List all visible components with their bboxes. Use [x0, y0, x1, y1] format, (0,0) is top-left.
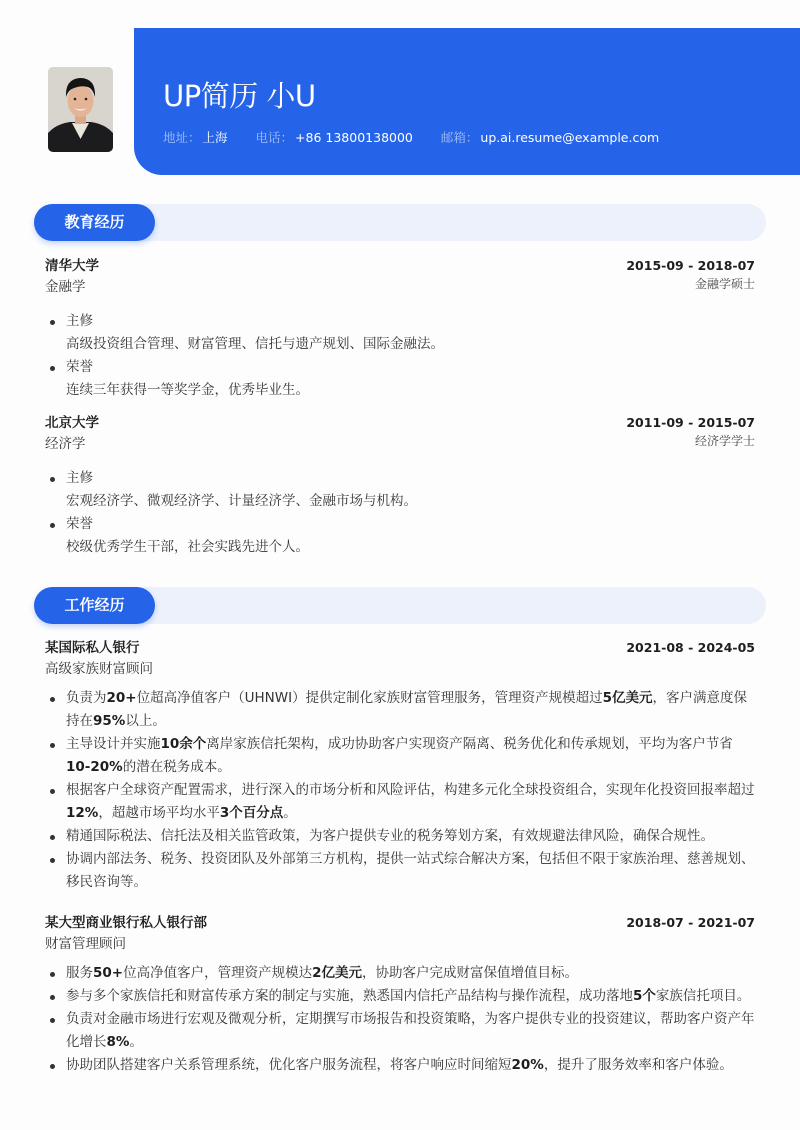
bullet-text: 家族信托项目。: [655, 988, 751, 1004]
degree: 经济学学士: [694, 434, 755, 448]
contact-email: [441, 129, 659, 147]
list-item: [45, 1008, 755, 1054]
highlight-text: 2亿美元: [312, 965, 363, 981]
highlight-text: 10-20%: [66, 759, 123, 775]
major: 金融学: [45, 279, 86, 295]
highlight-text: 20%: [511, 1057, 544, 1073]
work-bullets: [45, 962, 755, 1077]
bullet-text: 以上。: [125, 713, 166, 729]
list-item: [45, 310, 755, 356]
detail-label: 荣誉: [66, 516, 93, 532]
job-title: 高级家族财富顾问: [45, 661, 153, 677]
bullet-text: 负责对金融市场进行宏观及微观分析，定期撰写市场报告和投资策略，为客户提供专业的投资建议，帮助客户资产年化增长: [66, 1011, 755, 1050]
detail-label: 主修: [66, 470, 93, 486]
highlight-text: 95%: [93, 713, 126, 729]
bullet-text: 的潜在税务成本。: [122, 759, 231, 775]
bullet-text: 根据客户全球资产配置需求，进行深入的市场分析和风险评估，构建多元化全球投资组合，实现年化投资回报率超过: [66, 782, 755, 798]
bullet-text: 协助团队搭建客户关系管理系统，优化客户服务流程，将客户响应时间缩短: [66, 1057, 512, 1073]
bullet-text: 。: [283, 805, 297, 821]
job-title: 财富管理顾问: [45, 936, 126, 952]
email-label: 邮箱：: [440, 130, 479, 145]
bullet-text: 离岸家族信托架构，成功协助客户实现资产隔离、税务优化和传承规划，平均为客户节省: [206, 736, 733, 752]
avatar-portrait-icon: [48, 67, 113, 152]
work-entry: [45, 913, 755, 1077]
highlight-text: 10余个: [160, 736, 207, 752]
list-item: [45, 513, 755, 559]
detail-label: 荣誉: [66, 359, 93, 375]
education-details: [45, 467, 755, 559]
address-label: 地址：: [163, 130, 201, 145]
bullet-text: 。: [129, 1034, 143, 1050]
list-item: [45, 985, 755, 1008]
work-section-title: 工作经历: [34, 587, 155, 624]
highlight-text: 8%: [106, 1034, 130, 1050]
profile-photo: [48, 67, 113, 152]
candidate-name: UP简历 小U: [163, 79, 316, 113]
work-entry: [45, 638, 755, 894]
phone-value[interactable]: +86 13800138000: [295, 130, 413, 145]
list-item: [45, 779, 755, 825]
highlight-text: 50+: [93, 965, 124, 981]
company-name: 某国际私人银行: [45, 640, 140, 656]
education-date: 2011-09 - 2015-07: [626, 415, 755, 430]
education-date: 2015-09 - 2018-07: [626, 258, 755, 273]
detail-label: 主修: [66, 313, 93, 329]
bullet-text: 位超高净值客户（UHNWI）提供定制化家族财富管理服务，管理资产规模超过: [136, 690, 603, 706]
contact-address: [163, 129, 228, 147]
education-entry: [45, 413, 755, 559]
detail-text: 宏观经济学、微观经济学、计量经济学、金融市场与机构。: [66, 493, 417, 509]
highlight-text: 20+: [106, 690, 137, 706]
highlight-text: 12%: [66, 805, 99, 821]
detail-text: 连续三年获得一等奖学金，优秀毕业生。: [66, 382, 309, 398]
list-item: [45, 467, 755, 513]
highlight-text: 3个百分点: [219, 805, 284, 821]
email-value[interactable]: up.ai.resume@example.com: [480, 130, 660, 145]
bullet-text: ，提升了服务效率和客户体验。: [543, 1057, 733, 1073]
list-item: [45, 1054, 755, 1077]
bullet-text: 位高净值客户，管理资产规模达: [123, 965, 313, 981]
list-item: [45, 733, 755, 779]
bullet-text: 负责为: [66, 690, 107, 706]
highlight-text: 5个: [633, 988, 656, 1004]
detail-text: 高级投资组合管理、财富管理、信托与遗产规划、国际金融法。: [66, 336, 444, 352]
list-item: [45, 687, 755, 733]
work-date: 2018-07 - 2021-07: [626, 915, 755, 930]
bullet-text: ，协助客户完成财富保值增值目标。: [362, 965, 579, 981]
bullet-text: ，客户满意度保持在: [66, 690, 747, 729]
phone-label: 电话：: [255, 130, 294, 145]
list-item: [45, 848, 755, 894]
bullet-text: 服务: [66, 965, 93, 981]
bullet-text: ，超越市场平均水平: [98, 805, 220, 821]
bullet-text: 协调内部法务、税务、投资团队及外部第三方机构，提供一站式综合解决方案，包括但不限于家族治理、慈善规划、移民咨询等。: [66, 851, 755, 890]
degree: 金融学硕士: [694, 277, 755, 291]
major: 经济学: [45, 436, 86, 452]
contact-info: [163, 129, 687, 147]
education-section-header: [34, 204, 766, 241]
school-name: 清华大学: [45, 258, 99, 274]
work-date: 2021-08 - 2024-05: [626, 640, 755, 655]
list-item: [45, 962, 755, 985]
bullet-text: 精通国际税法、信托法及相关监管政策，为客户提供专业的税务筹划方案，有效规避法律风险，确保合规性。: [66, 828, 714, 844]
education-details: [45, 310, 755, 402]
bullet-text: 主导设计并实施: [66, 736, 161, 752]
detail-text: 校级优秀学生干部，社会实践先进个人。: [66, 539, 309, 555]
list-item: [45, 825, 755, 848]
contact-phone: [256, 129, 413, 147]
education-entry: [45, 256, 755, 402]
school-name: 北京大学: [45, 415, 99, 431]
list-item: [45, 356, 755, 402]
address-value: 上海: [202, 130, 228, 145]
education-section-title: 教育经历: [34, 204, 155, 241]
work-bullets: [45, 687, 755, 894]
company-name: 某大型商业银行私人银行部: [45, 915, 207, 931]
highlight-text: 5亿美元: [602, 690, 653, 706]
bullet-text: 参与多个家族信托和财富传承方案的制定与实施，熟悉国内信托产品结构与操作流程，成功落地: [66, 988, 633, 1004]
work-section-header: [34, 587, 766, 624]
